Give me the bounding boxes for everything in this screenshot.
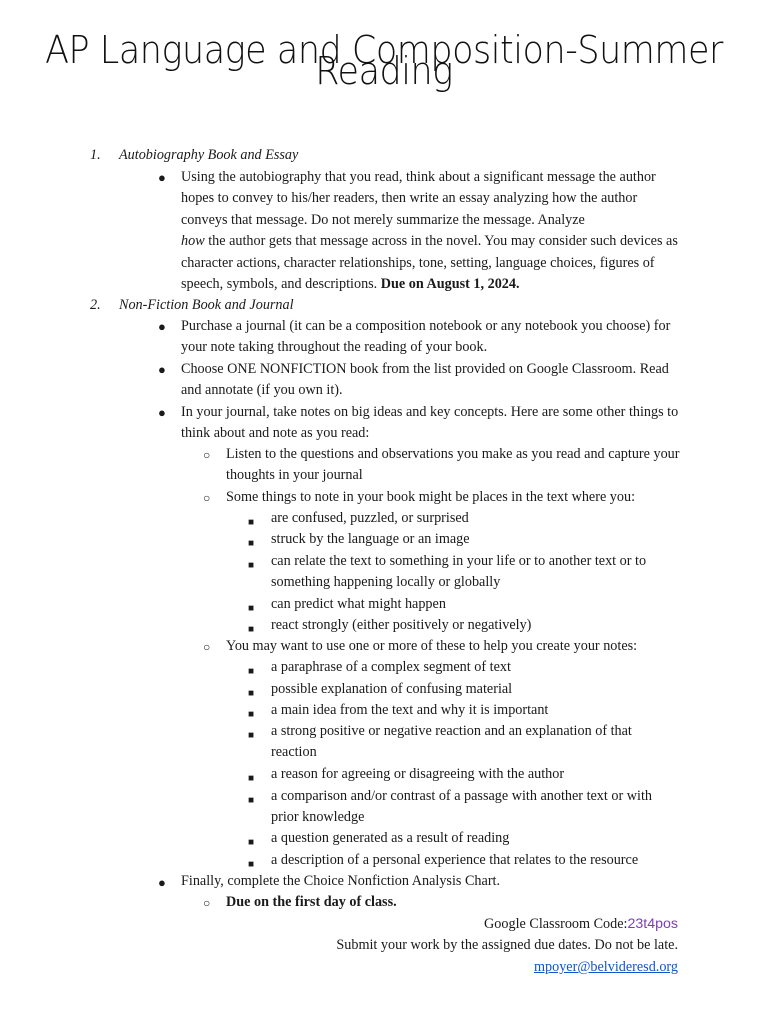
sub-bullet-marker: ○ xyxy=(203,640,211,654)
due-first-day: Due on the first day of class. xyxy=(226,894,397,910)
note-item: can relate the text to something in your life or to another text or to something happening locally or globally xyxy=(271,553,647,591)
square-bullet-marker: ■ xyxy=(248,795,255,806)
square-bullet-marker: ■ xyxy=(248,709,255,720)
paragraph-italic: how xyxy=(181,233,205,250)
square-bullet-marker: ■ xyxy=(248,603,255,614)
classroom-code-line xyxy=(484,914,678,935)
note-item: react strongly (either positively or negatively) xyxy=(271,617,532,633)
list-item: Choose ONE NONFICTION book from the list provided on Google Classroom. Read and annotate (if you own it). xyxy=(181,361,669,399)
square-bullet-marker: ■ xyxy=(248,560,255,571)
note-item: are confused, puzzled, or surprised xyxy=(271,510,469,526)
section-2-heading: Non-Fiction Book and Journal xyxy=(119,297,294,313)
list-item: Purchase a journal (it can be a composition notebook or any notebook you choose) for your note taking throughout the reading of your book. xyxy=(181,318,671,356)
list-item: Finally, complete the Choice Nonfiction Analysis Chart. xyxy=(181,873,501,889)
bullet-marker: ● xyxy=(158,319,166,334)
bullet-marker: ● xyxy=(158,875,166,890)
notes-help-item: a reason for agreeing or disagreeing with the author xyxy=(271,766,565,782)
square-bullet-marker: ■ xyxy=(248,730,255,741)
list-item: In your journal, take notes on big ideas and key concepts. Here are some other things to think about and note as you read: xyxy=(181,404,679,442)
page-title: AP Language and Composition-Summer Reading xyxy=(45,28,723,94)
paragraph-text: the author gets that message across in the novel. You may consider such devices as character actions, character relationships, tone, setting, language choices, figures of speech, symbols, and descriptions. xyxy=(181,233,678,293)
section-1-paragraph xyxy=(181,167,681,295)
square-bullet-marker: ■ xyxy=(248,837,255,848)
bullet-marker: ● xyxy=(158,170,166,185)
square-bullet-marker: ■ xyxy=(248,517,255,528)
square-bullet-marker: ■ xyxy=(248,538,255,549)
notes-help-item: a main idea from the text and why it is important xyxy=(271,702,549,718)
sub-bullet-marker: ○ xyxy=(203,896,211,910)
sub-list-item: Some things to note in your book might be places in the text where you: xyxy=(226,489,636,505)
paragraph-text: Using the autobiography that you read, think about a significant message the author hopes to convey to his/her readers, then write an essay analyzing how the author conveys that message. Do not merely summarize the message. Analyze xyxy=(181,169,656,228)
sub-bullet-marker: ○ xyxy=(203,448,211,462)
square-bullet-marker: ■ xyxy=(248,688,255,699)
notes-help-item: a comparison and/or contrast of a passage with another text or with prior knowledge xyxy=(271,788,652,826)
sub-list-item: You may want to use one or more of these to help you create your notes: xyxy=(226,638,638,654)
bullet-marker: ● xyxy=(158,405,166,420)
due-date: Due on August 1, 2024. xyxy=(380,276,520,293)
sub-list-item: Listen to the questions and observations you make as you read and capture your thoughts in your journal xyxy=(226,446,680,484)
section-2-number: 2. xyxy=(90,297,101,313)
square-bullet-marker: ■ xyxy=(248,624,255,635)
note-item: can predict what might happen xyxy=(271,596,446,612)
sub-bullet-marker: ○ xyxy=(203,491,211,505)
section-1-heading: Autobiography Book and Essay xyxy=(119,147,299,163)
square-bullet-marker: ■ xyxy=(248,773,255,784)
classroom-code-label: Google Classroom Code: xyxy=(484,916,628,932)
notes-help-item: a strong positive or negative reaction and an explanation of that reaction xyxy=(271,723,632,761)
bullet-marker: ● xyxy=(158,362,166,377)
notes-help-item: possible explanation of confusing material xyxy=(271,681,513,697)
note-item: struck by the language or an image xyxy=(271,531,470,547)
section-1-number: 1. xyxy=(90,147,101,163)
email-link[interactable]: mpoyer@belvideresd.org xyxy=(533,959,678,975)
classroom-code-value: 23t4pos xyxy=(627,916,678,932)
submit-note: Submit your work by the assigned due dates. Do not be late. xyxy=(336,937,678,953)
square-bullet-marker: ■ xyxy=(248,666,255,677)
square-bullet-marker: ■ xyxy=(248,859,255,870)
notes-help-item: a paraphrase of a complex segment of text xyxy=(271,659,511,675)
notes-help-item: a question generated as a result of reading xyxy=(271,830,510,846)
email-line xyxy=(534,957,678,978)
notes-help-item: a description of a personal experience that relates to the resource xyxy=(271,852,639,868)
